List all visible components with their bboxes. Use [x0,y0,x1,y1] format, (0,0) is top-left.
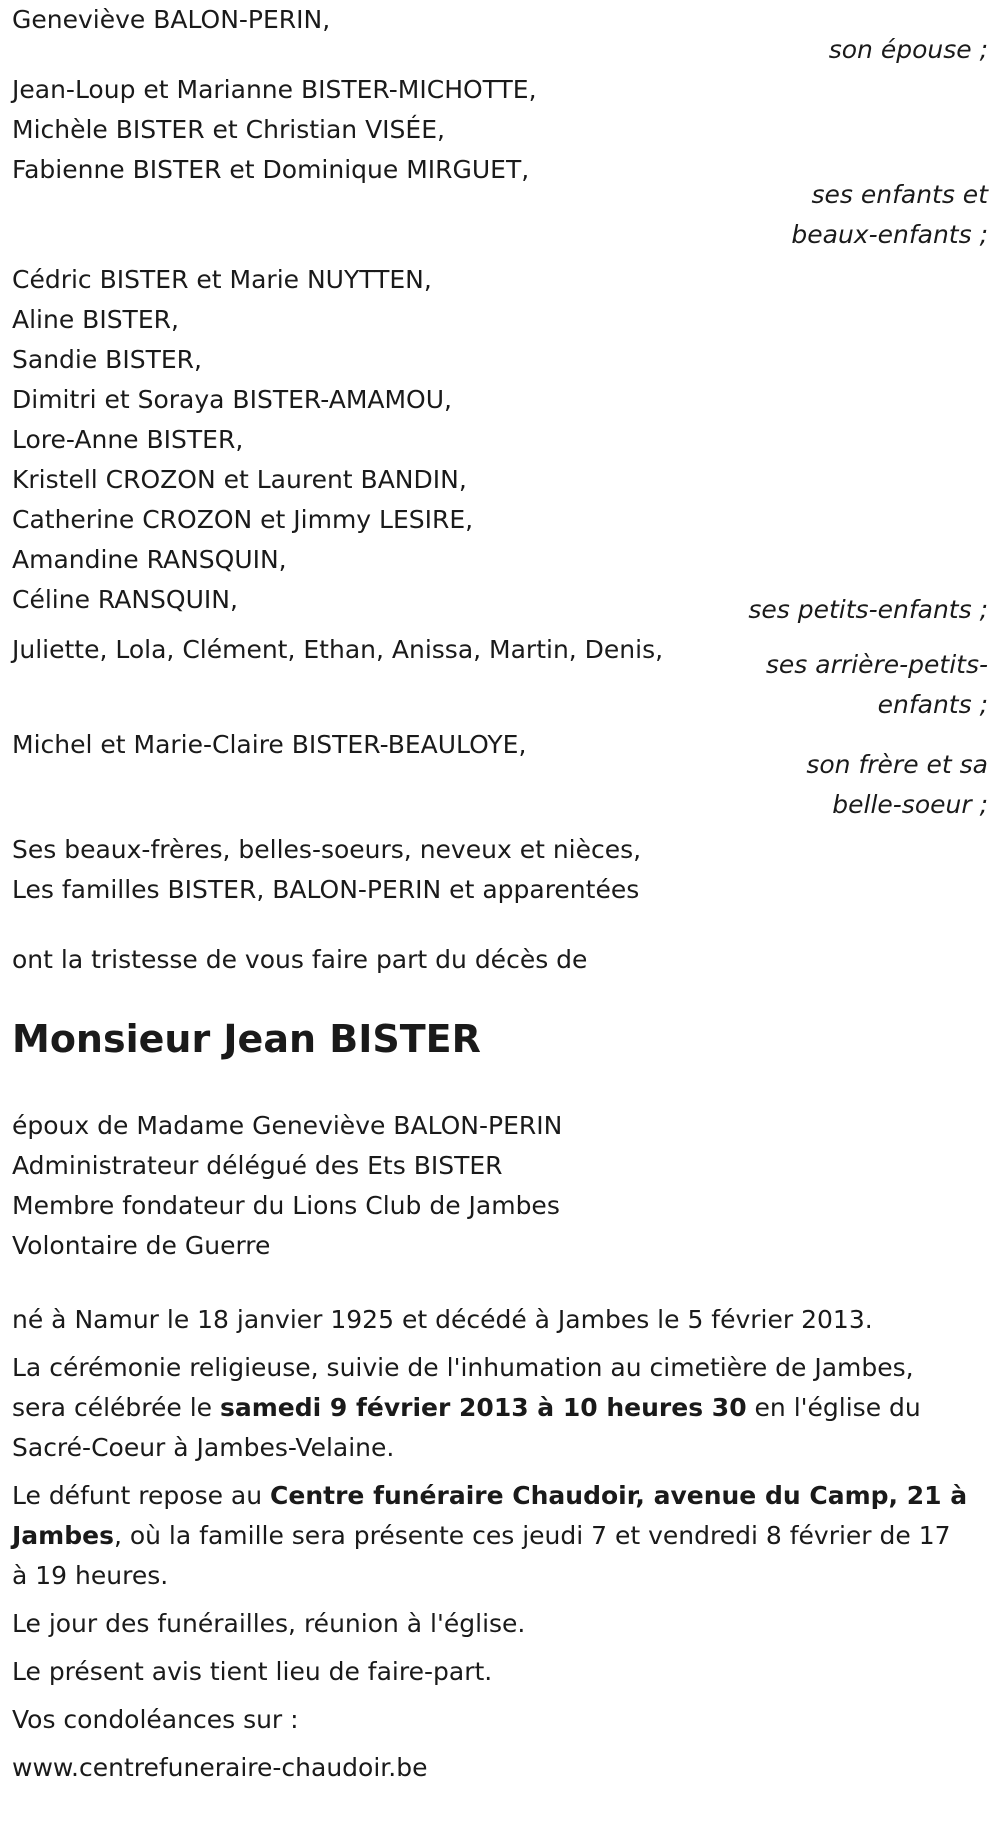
family-name-line: Cédric BISTER et Marie NUYTTEN, [12,265,432,294]
relation-line: ses petits-enfants ; [748,595,988,624]
family-names [12,70,732,190]
relation-label [829,30,988,70]
family-name-line: Amandine RANSQUIN, [12,545,287,574]
deceased-name: Monsieur Jean BISTER [12,1017,481,1061]
family-group-children [12,70,988,250]
repose-place-2: Jambes [12,1521,114,1550]
repose-line-1 [12,1476,988,1516]
repose-line-3: à 19 heures. [12,1561,169,1590]
family-name-line: Sandie BISTER, [12,345,202,374]
relation-line: enfants ; [877,690,988,719]
family-name-line: Juliette, Lola, Clément, Ethan, Anissa, Martin, Denis, [12,635,664,664]
condolences-label: Vos condoléances sur : [12,1705,299,1734]
family-group-sibling [12,725,988,830]
title-line: Administrateur délégué des Ets BISTER [12,1151,503,1180]
relation-line: ses arrière-petits- [765,650,988,679]
family-name-line: Catherine CROZON et Jimmy LESIRE, [12,505,474,534]
family-name-line: Geneviève BALON-PERIN, [12,5,331,34]
relation-label [791,175,988,255]
notice-text: Le présent avis tient lieu de faire-part. [12,1657,493,1686]
family-names [12,725,732,765]
title-line: Volontaire de Guerre [12,1231,271,1260]
relation-line: belle-soeur ; [832,790,988,819]
family-name-line: Fabienne BISTER et Dominique MIRGUET, [12,155,530,184]
repose-line-2 [12,1516,988,1556]
ceremony-suffix: en l'église du [746,1393,921,1422]
family-name-line: Michèle BISTER et Christian VISÉE, [12,115,445,144]
relation-line: son épouse ; [828,35,988,64]
repose-place-1: Centre funéraire Chaudoir, avenue du Camp, 21 à [270,1481,968,1510]
extended-family-line: Les familles BISTER, BALON-PERIN et apparentées [12,875,640,904]
extended-family-line: Ses beaux-frères, belles-soeurs, neveux et nièces, [12,835,642,864]
relation-line: ses enfants et [811,180,988,209]
family-group-spouse [12,0,988,64]
family-group-great-grandchildren [12,630,988,725]
family-name-line: Aline BISTER, [12,305,179,334]
ceremony-line-3: Sacré-Coeur à Jambes-Velaine. [12,1433,395,1462]
title-line: époux de Madame Geneviève BALON-PERIN [12,1111,563,1140]
ceremony-line-2 [12,1388,988,1428]
website-link[interactable]: www.centrefuneraire-chaudoir.be [12,1753,428,1782]
meeting [12,1604,988,1644]
condolences [12,1700,988,1740]
family-name-line: Kristell CROZON et Laurent BANDIN, [12,465,467,494]
announcement-text: ont la tristesse de vous faire part du décès de [12,945,588,974]
repose-suffix: , où la famille sera présente ces jeudi 7 et vendredi 8 février de 17 [113,1521,951,1550]
repose-prefix: Le défunt repose au [12,1481,271,1510]
meeting-text: Le jour des funérailles, réunion à l'église. [12,1609,526,1638]
family-names [12,0,732,40]
ceremony-paragraph [12,1348,988,1468]
extended-family [12,830,988,910]
ceremony-prefix: sera célébrée le [12,1393,220,1422]
relation-label [748,590,988,630]
title-line: Membre fondateur du Lions Club de Jambes [12,1191,560,1220]
birth-death-text: né à Namur le 18 janvier 1925 et décédé à Jambes le 5 février 2013. [12,1305,873,1334]
relation-label [766,645,988,725]
repose-paragraph [12,1476,988,1596]
ceremony-line-1: La cérémonie religieuse, suivie de l'inhumation au cimetière de Jambes, [12,1353,914,1382]
deceased-titles [12,1106,988,1266]
relation-label [806,745,988,825]
announcement [12,940,988,980]
family-name-line: Lore-Anne BISTER, [12,425,244,454]
relation-line: son frère et sa [806,750,988,779]
ceremony-datetime: samedi 9 février 2013 à 10 heures 30 [219,1393,747,1422]
family-name-line: Céline RANSQUIN, [12,585,238,614]
website [12,1748,988,1788]
family-names [12,630,732,670]
family-name-line: Jean-Loup et Marianne BISTER-MICHOTTE, [12,75,537,104]
family-names [12,260,732,620]
birth-death [12,1300,988,1340]
relation-line: beaux-enfants ; [791,220,988,249]
family-group-grandchildren [12,260,988,630]
notice [12,1652,988,1692]
family-name-line: Dimitri et Soraya BISTER-AMAMOU, [12,385,452,414]
family-name-line: Michel et Marie-Claire BISTER-BEAULOYE, [12,730,527,759]
